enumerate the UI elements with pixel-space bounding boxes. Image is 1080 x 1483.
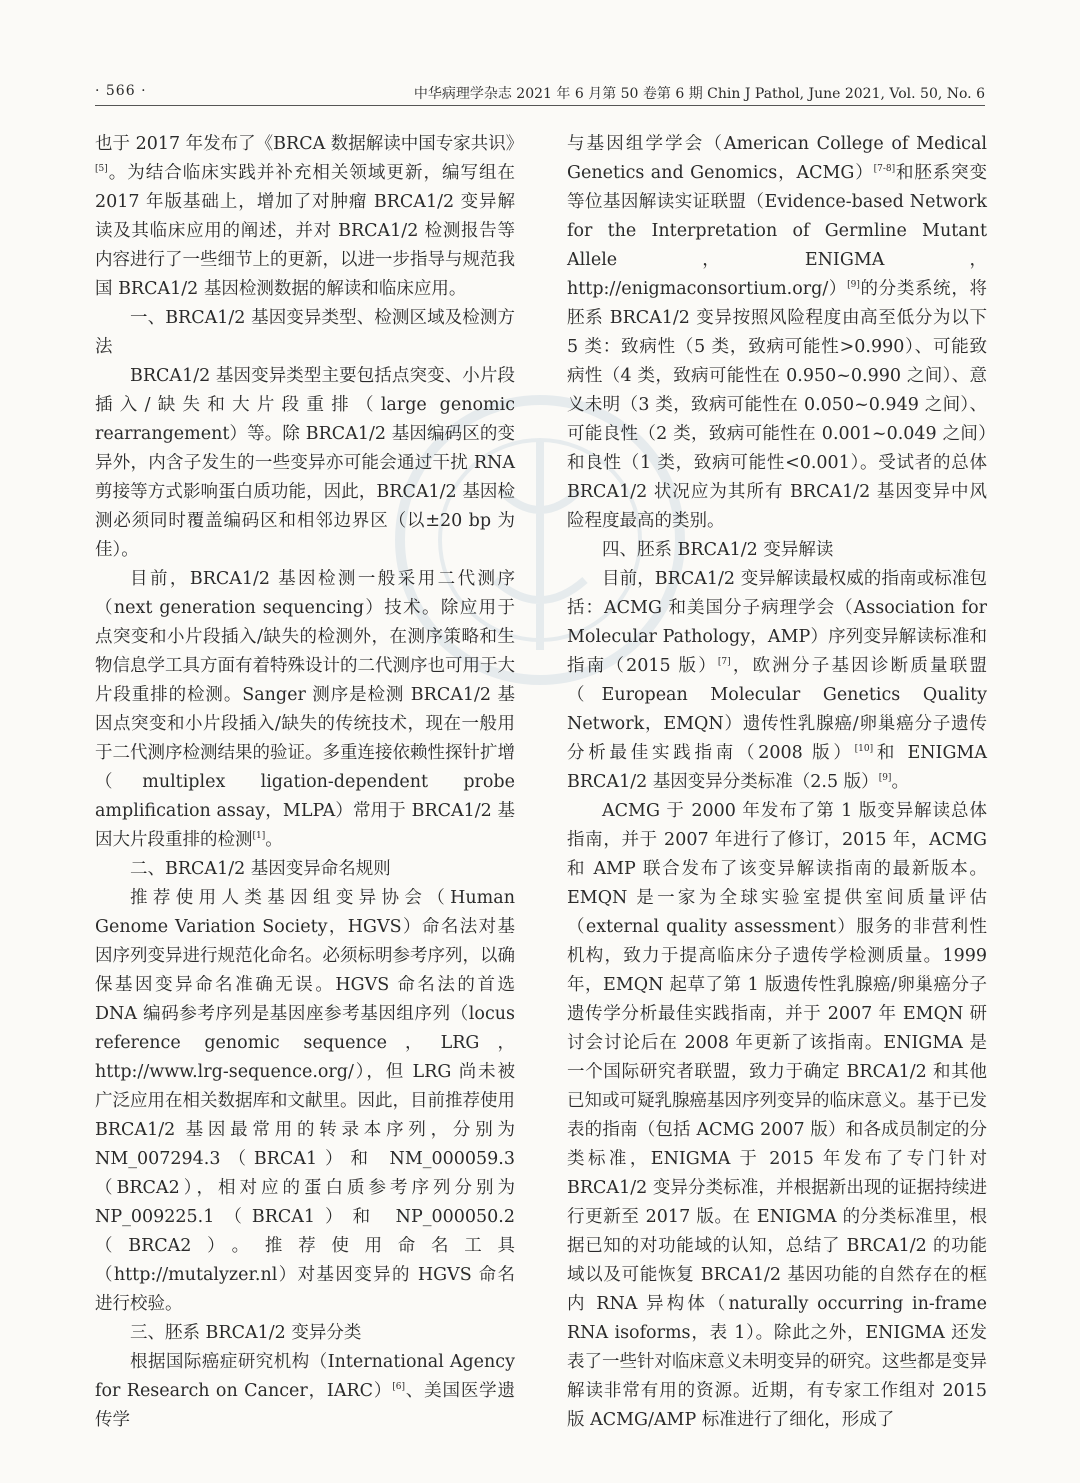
journal-info: 中华病理学杂志 2021 年 6 月第 50 卷第 6 期 Chin J Pathol, June 2021, Vol. 50, No. 6 <box>413 86 985 102</box>
paragraph: ACMG 于 2000 年发布了第 1 版变异解读总体指南，并于 2007 年进行了修订，2015 年，ACMG 和 AMP 联合发布了该变异解读指南的最新版本。EMQN 是一家为全球实验室提供室间质量评估（external quality assessment）服务的非营利性机构，致力于提高临床分子遗传学检测质量。1999 年，EMQN 起草了第 1 版遗传性乳腺癌/卵巢癌分子遗传学分析最佳实践指南，并于 2007 年 EMQN 研讨会讨论后在 2008 年更新了该指南。ENIGMA 是一个国际研究者联盟，致力于确定 BRCA1/2 和其他已知或可疑乳腺癌基因序列变异的临床意义。基于已发表的指南（包括 ACMG 2007 版）和各成员制定的分类标准，ENIGMA 于 2015 年发布了专门针对 BRCA1/2 变异分类标准，并根据新出现的证据持续进行更新至 2017 版。在 ENIGMA 的分类标准里，根据已知的对功能域的认知，总结了 BRCA1/2 的功能域以及可能恢复 BRCA1/2 基因功能的自然存在的框内 RNA 异构体（naturally occurring in-frame RNA isoforms，表 1）。除此之外，ENIGMA 还发表了一些针对临床意义未明变异的研究。这些都是变异解读非常有用的资源。近期，有专家工作组对 2015 版 ACMG/AMP 标准进行了细化，形成了 <box>567 801 987 1430</box>
paragraph: 根据国际癌症研究机构（International Agency for Research on Cancer，IARC）[6]、美国医学遗传学 <box>95 1352 515 1430</box>
paragraph: BRCA1/2 基因变异类型主要包括点突变、小片段插入/缺失和大片段重排（large genomic rearrangement）等。除 BRCA1/2 基因编码区的变异外，内含子发生的一些变异亦可能会通过干扰 RNA 剪接等方式影响蛋白质功能，因此，BRCA1/2 基因检测必须同时覆盖编码区和相邻边界区（以±20 bp 为佳）。 <box>95 366 515 560</box>
section-heading: 三、胚系 BRCA1/2 变异分类 <box>130 1323 362 1343</box>
paragraph: 与基因组学学会（American College of Medical Genetics and Genomics，ACMG）[7-8]和胚系突变等位基因解读实证联盟（Evidence-based Network for the Interpretation of Germline Mutant Allele，ENIGMA，http://enigmaconsortium.org/）[9]的分类系统，将胚系 BRCA1/2 变异按照风险程度由高至低分为以下 5 类：致病性（5 类，致病可能性>0.990）、可能致病性（4 类，致病可能性在 0.950~0.990 之间）、意义未明（3 类，致病可能性在 0.050~0.949 之间）、可能良性（2 类，致病可能性在 0.001~0.049 之间）和良性（1 类，致病可能性<0.001）。受试者的总体 BRCA1/2 状况应为其所有 BRCA1/2 基因变异中风险程度最高的类别。 <box>567 134 988 531</box>
section-heading: 二、BRCA1/2 基因变异命名规则 <box>130 859 391 879</box>
page-header <box>95 80 985 104</box>
section-heading: 一、BRCA1/2 基因变异类型、检测区域及检测方法 <box>95 308 515 357</box>
paragraph: 目前，BRCA1/2 基因检测一般采用二代测序（next generation sequencing）技术。除应用于点突变和小片段插入/缺失的检测外，在测序策略和生物信息学工具方面有着特殊设计的二代测序也可用于大片段重排的检测。Sanger 测序是检测 BRCA1/2 基因点突变和小片段插入/缺失的传统技术，现在一般用于二代测序检测结果的验证。多重连接依赖性探针扩增（multiplex ligation-dependent probe amplification assay，MLPA）常用于 BRCA1/2 基因大片段重排的检测[1]。 <box>95 569 515 850</box>
paragraph: 推荐使用人类基因组变异协会（Human Genome Variation Society，HGVS）命名法对基因序列变异进行规范化命名。必须标明参考序列，以确保基因变异命名准确无误。HGVS 命名法的首选 DNA 编码参考序列是基因座参考基因组序列（locus reference genomic sequence，LRG，http://www.lrg-sequence.org/），但 LRG 尚未被广泛应用在相关数据库和文献里。因此，目前推荐使用 BRCA1/2 基因最常用的转录本序列，分别为 NM_007294.3（BRCA1）和 NM_000059.3（BRCA2），相对应的蛋白质参考序列分别为 NP_009225.1（BRCA1）和 NP_000050.2（BRCA2）。推荐使用命名工具（http://mutalyzer.nl）对基因变异的 HGVS 命名进行校验。 <box>95 888 516 1314</box>
section-heading: 四、胚系 BRCA1/2 变异解读 <box>602 540 834 560</box>
header-rule <box>95 105 985 106</box>
right-column <box>567 130 987 1435</box>
left-column <box>95 130 524 1435</box>
page-number: · 566 · <box>95 83 147 99</box>
paragraph: 也于 2017 年发布了《BRCA 数据解读中国专家共识》[5]。为结合临床实践并补充相关领域更新，编写组在 2017 年版基础上，增加了对肿瘤 BRCA1/2 变异解读及其临床应用的阐述，并对 BRCA1/2 检测报告等内容进行了一些细节上的更新，以进一步指导与规范我国 BRCA1/2 基因检测数据的解读和临床应用。 <box>95 134 524 299</box>
paragraph: 目前，BRCA1/2 变异解读最权威的指南或标准包括：ACMG 和美国分子病理学会（Association for Molecular Pathology，AMP）序列变异解读标准和指南（2015 版）[7]，欧洲分子基因诊断质量联盟（European Molecular Genetics Quality Network，EMQN）遗传性乳腺癌/卵巢癌分子遗传分析最佳实践指南（2008 版）[10]和 ENIGMA BRCA1/2 基因变异分类标准（2.5 版）[9]。 <box>567 569 987 792</box>
